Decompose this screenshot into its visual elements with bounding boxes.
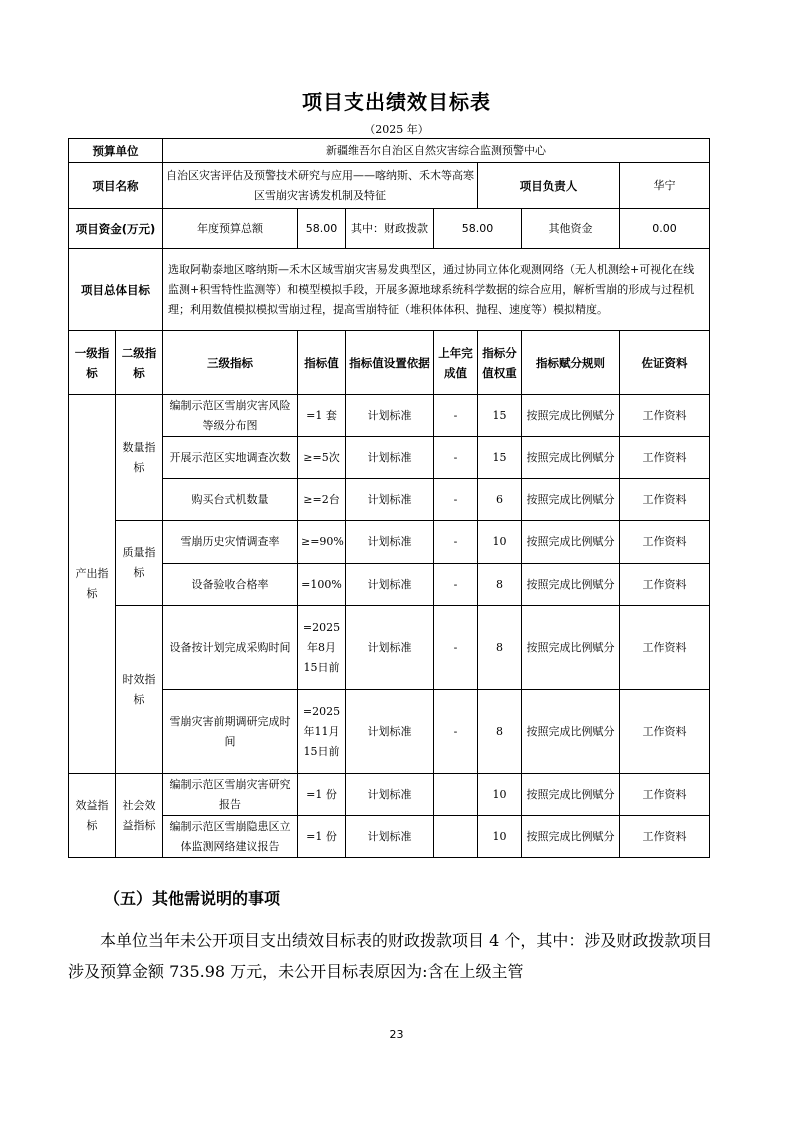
- row-weight: 8: [478, 606, 522, 690]
- row-proof: 工作资料: [620, 816, 710, 858]
- section-heading: （五）其他需说明的事项: [104, 889, 281, 908]
- row-prev: -: [434, 479, 478, 521]
- row-proof: 工作资料: [620, 521, 710, 564]
- row-name: 编制示范区雪崩灾害风险等级分布图: [163, 395, 298, 437]
- unit-row: [69, 139, 710, 163]
- row-proof: 工作资料: [620, 564, 710, 606]
- row-name: 开展示范区实地调查次数: [163, 437, 298, 479]
- col-value: 指标值: [298, 331, 346, 395]
- page-title: 项目支出绩效目标表: [302, 90, 491, 114]
- row-value: =100%: [298, 564, 346, 606]
- unit-value: 新疆维吾尔自治区自然灾害综合监测预警中心: [163, 139, 710, 163]
- row-name: 购买台式机数量: [163, 479, 298, 521]
- row-prev: -: [434, 521, 478, 564]
- fiscal-value: 58.00: [434, 209, 522, 249]
- row-weight: 6: [478, 479, 522, 521]
- table-row: [69, 816, 710, 858]
- fund-row: [69, 209, 710, 249]
- table-row: [69, 437, 710, 479]
- row-basis: 计划标准: [346, 690, 434, 774]
- row-weight: 10: [478, 774, 522, 816]
- row-basis: 计划标准: [346, 564, 434, 606]
- row-name: 设备按计划完成采购时间: [163, 606, 298, 690]
- col-level2: 二级指标: [116, 331, 163, 395]
- name-label: 项目名称: [69, 163, 163, 209]
- group-quantity: 数量指标: [116, 395, 163, 521]
- col-proof: 佐证资料: [620, 331, 710, 395]
- group-social: 社会效益指标: [116, 774, 163, 858]
- col-weight: 指标分值权重: [478, 331, 522, 395]
- table-row: [69, 690, 710, 774]
- fund-label: 项目资金(万元): [69, 209, 163, 249]
- row-rule: 按照完成比例赋分: [522, 816, 620, 858]
- row-rule: 按照完成比例赋分: [522, 395, 620, 437]
- other-value: 0.00: [620, 209, 710, 249]
- table-row: [69, 479, 710, 521]
- row-prev: -: [434, 606, 478, 690]
- group-benefit: 效益指标: [69, 774, 116, 858]
- row-value: ≥=2台: [298, 479, 346, 521]
- goal-label: 项目总体目标: [69, 249, 163, 331]
- row-basis: 计划标准: [346, 521, 434, 564]
- row-rule: 按照完成比例赋分: [522, 606, 620, 690]
- row-weight: 15: [478, 437, 522, 479]
- row-proof: 工作资料: [620, 774, 710, 816]
- row-basis: 计划标准: [346, 774, 434, 816]
- row-value: =2025年8月15日前: [298, 606, 346, 690]
- row-proof: 工作资料: [620, 606, 710, 690]
- row-value: =1 份: [298, 774, 346, 816]
- table-row: [69, 521, 710, 564]
- page-number: 23: [389, 1028, 404, 1041]
- row-value: =1 套: [298, 395, 346, 437]
- performance-table: [68, 138, 710, 858]
- row-basis: 计划标准: [346, 816, 434, 858]
- row-name: 编制示范区雪崩灾害研究报告: [163, 774, 298, 816]
- row-rule: 按照完成比例赋分: [522, 521, 620, 564]
- row-prev: -: [434, 564, 478, 606]
- table-row: [69, 774, 710, 816]
- row-basis: 计划标准: [346, 395, 434, 437]
- body-paragraph: 本单位当年未公开项目支出绩效目标表的财政拨款项目 4 个，其中：涉及财政拨款项目涉及预算金额 735.98 万元，未公开目标表原因为:含在上级主管: [68, 931, 713, 981]
- column-header-row: [69, 331, 710, 395]
- row-weight: 8: [478, 564, 522, 606]
- year-label: （2025 年）: [364, 123, 429, 136]
- row-weight: 10: [478, 521, 522, 564]
- row-rule: 按照完成比例赋分: [522, 774, 620, 816]
- group-timeliness: 时效指标: [116, 606, 163, 774]
- row-proof: 工作资料: [620, 479, 710, 521]
- row-prev: [434, 816, 478, 858]
- unit-label: 预算单位: [69, 139, 163, 163]
- row-rule: 按照完成比例赋分: [522, 564, 620, 606]
- group-output: 产出指标: [69, 395, 116, 774]
- annual-label: 年度预算总额: [163, 209, 298, 249]
- row-name: 雪崩历史灾情调查率: [163, 521, 298, 564]
- owner-label: 项目负责人: [478, 163, 620, 209]
- table-row: [69, 564, 710, 606]
- table-row: [69, 395, 710, 437]
- row-prev: -: [434, 395, 478, 437]
- row-value: =2025年11月15日前: [298, 690, 346, 774]
- row-prev: -: [434, 690, 478, 774]
- col-rule: 指标赋分规则: [522, 331, 620, 395]
- row-basis: 计划标准: [346, 437, 434, 479]
- row-value: =1 份: [298, 816, 346, 858]
- owner-value: 华宁: [620, 163, 710, 209]
- row-weight: 15: [478, 395, 522, 437]
- row-basis: 计划标准: [346, 606, 434, 690]
- goal-row: [69, 249, 710, 331]
- row-weight: 8: [478, 690, 522, 774]
- row-proof: 工作资料: [620, 690, 710, 774]
- row-basis: 计划标准: [346, 479, 434, 521]
- row-rule: 按照完成比例赋分: [522, 479, 620, 521]
- col-basis: 指标值设置依据: [346, 331, 434, 395]
- group-quality: 质量指标: [116, 521, 163, 606]
- name-value: 自治区灾害评估及预警技术研究与应用——喀纳斯、禾木等高寒区雪崩灾害诱发机制及特征: [163, 163, 478, 209]
- row-rule: 按照完成比例赋分: [522, 437, 620, 479]
- other-label: 其他资金: [522, 209, 620, 249]
- row-rule: 按照完成比例赋分: [522, 690, 620, 774]
- row-weight: 10: [478, 816, 522, 858]
- fiscal-label: 其中：财政拨款: [346, 209, 434, 249]
- row-proof: 工作资料: [620, 395, 710, 437]
- row-name: 设备验收合格率: [163, 564, 298, 606]
- col-level3: 三级指标: [163, 331, 298, 395]
- row-prev: -: [434, 437, 478, 479]
- row-value: ≥=90%: [298, 521, 346, 564]
- name-row: [69, 163, 710, 209]
- row-name: 编制示范区雪崩隐患区立体监测网络建议报告: [163, 816, 298, 858]
- row-name: 雪崩灾害前期调研完成时间: [163, 690, 298, 774]
- col-level1: 一级指标: [69, 331, 116, 395]
- row-prev: [434, 774, 478, 816]
- table-row: [69, 606, 710, 690]
- goal-value: 选取阿勒泰地区喀纳斯—禾木区域雪崩灾害易发典型区，通过协同立体化观测网络（无人机测绘+可视化在线监测+积雪特性监测等）和模型模拟手段，开展多源地球系统科学数据的综合应用，解析雪崩的形成与过程机理；利用数值模拟模拟雪崩过程，提高雪崩特征（堆积体体积、抛程、速度等）模拟精度。: [163, 249, 710, 331]
- row-proof: 工作资料: [620, 437, 710, 479]
- col-prev: 上年完成值: [434, 331, 478, 395]
- annual-value: 58.00: [298, 209, 346, 249]
- row-value: ≥=5次: [298, 437, 346, 479]
